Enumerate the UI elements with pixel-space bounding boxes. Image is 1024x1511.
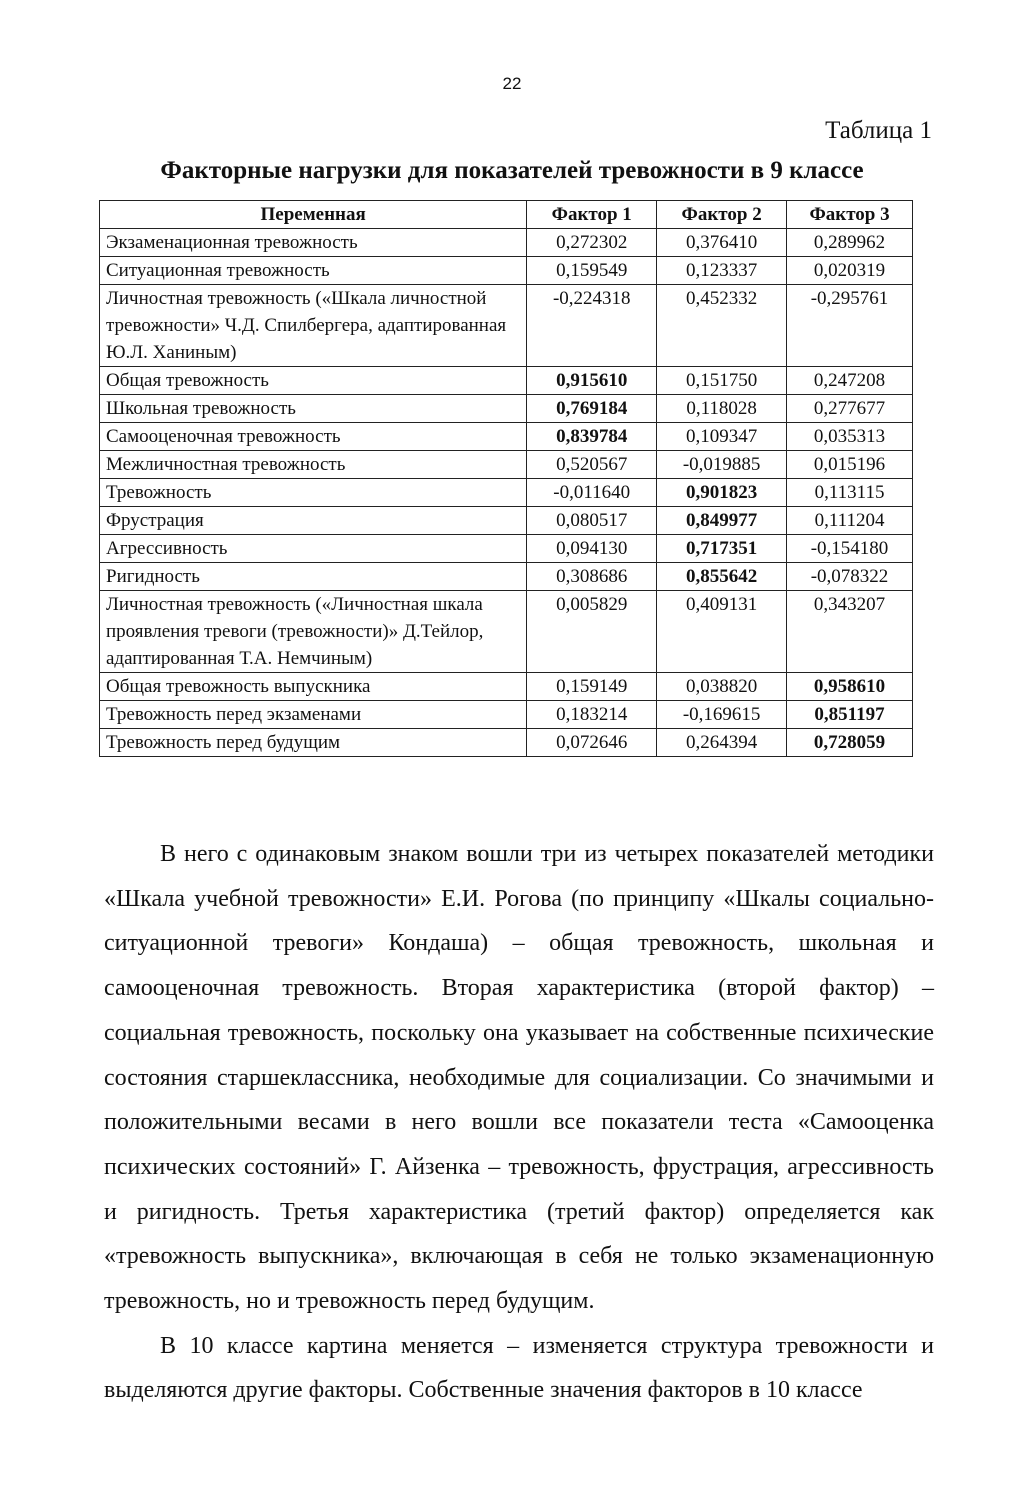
table-header-row: [100, 201, 913, 229]
table-title: Факторные нагрузки для показателей тревожности в 9 классе: [160, 157, 864, 184]
cell-factor-2: 0,717351: [657, 535, 787, 563]
paragraph: В 10 классе картина меняется – изменяется структура тревожности и выделяются другие факторы. Собственные значения факторов в 10 классе: [104, 1332, 934, 1404]
table-row: [100, 229, 913, 257]
cell-factor-2: 0,264394: [657, 729, 787, 757]
cell-factor-1: 0,005829: [527, 591, 657, 673]
table-row: [100, 673, 913, 701]
cell-variable: Ригидность: [100, 563, 527, 591]
cell-variable: Тревожность перед экзаменами: [100, 701, 527, 729]
cell-factor-3: 0,015196: [787, 451, 913, 479]
table-body: [100, 229, 913, 757]
cell-variable: Самооценочная тревожность: [100, 423, 527, 451]
page-number: 22: [502, 74, 522, 93]
cell-factor-3: 0,343207: [787, 591, 913, 673]
cell-variable: Агрессивность: [100, 535, 527, 563]
table-row: [100, 367, 913, 395]
cell-factor-1: 0,183214: [527, 701, 657, 729]
cell-factor-1: 0,159149: [527, 673, 657, 701]
cell-factor-2: 0,151750: [657, 367, 787, 395]
cell-factor-2: 0,376410: [657, 229, 787, 257]
table-row: [100, 563, 913, 591]
paragraph: В него с одинаковым знаком вошли три из четырех показателей методики «Шкала учебной тревожности» Е.И. Рогова (по принципу «Шкалы социально-ситуационной тревоги» Кондаша) – общая тревожность, школьная и самооценочная тревожность. Вторая характеристика (второй фактор) – социальная тревожность, поскольку она указывает на собственные психические состояния старшеклассника, необходимые для социализации. Со значимыми и положительными весами в него вошли все показатели теста «Самооценка психических состояний» Г. Айзенка – тревожность, фрустрация, агрессивность и ригидность. Третья характеристика (третий фактор) определяется как «тревожность выпускника», включающая в себя не только экзаменационную тревожность, но и тревожность перед будущим.: [104, 841, 934, 1315]
cell-factor-2: 0,109347: [657, 423, 787, 451]
table-row: [100, 257, 913, 285]
cell-factor-2: -0,169615: [657, 701, 787, 729]
cell-factor-2: 0,123337: [657, 257, 787, 285]
cell-variable: Личностная тревожность («Личностная шкала проявления тревоги (тревожности)» Д.Тейлор, адаптированная Т.А. Немчиным): [100, 591, 527, 673]
table-row: [100, 285, 913, 367]
table-row: [100, 729, 913, 757]
header-factor-2: Фактор 2: [657, 201, 787, 229]
cell-factor-3: 0,247208: [787, 367, 913, 395]
cell-factor-3: 0,113115: [787, 479, 913, 507]
cell-factor-3: 0,111204: [787, 507, 913, 535]
cell-factor-3: 0,728059: [787, 729, 913, 757]
table-row: [100, 395, 913, 423]
cell-factor-3: -0,295761: [787, 285, 913, 367]
cell-factor-2: -0,019885: [657, 451, 787, 479]
body-text: [104, 832, 934, 1413]
table-row: [100, 423, 913, 451]
header-variable: Переменная: [100, 201, 527, 229]
cell-variable: Фрустрация: [100, 507, 527, 535]
cell-factor-2: 0,855642: [657, 563, 787, 591]
cell-factor-3: 0,958610: [787, 673, 913, 701]
cell-factor-2: 0,849977: [657, 507, 787, 535]
cell-variable: Межличностная тревожность: [100, 451, 527, 479]
table-row: [100, 591, 913, 673]
cell-variable: Общая тревожность: [100, 367, 527, 395]
table-row: [100, 451, 913, 479]
cell-factor-1: -0,011640: [527, 479, 657, 507]
cell-factor-3: 0,851197: [787, 701, 913, 729]
cell-variable: Личностная тревожность («Шкала личностной тревожности» Ч.Д. Спилбергера, адаптированная Ю.Л. Ханиным): [100, 285, 527, 367]
cell-variable: Школьная тревожность: [100, 395, 527, 423]
cell-factor-2: 0,409131: [657, 591, 787, 673]
cell-variable: Тревожность: [100, 479, 527, 507]
cell-factor-1: 0,308686: [527, 563, 657, 591]
header-factor-1: Фактор 1: [527, 201, 657, 229]
cell-factor-1: 0,839784: [527, 423, 657, 451]
cell-factor-1: 0,769184: [527, 395, 657, 423]
cell-factor-1: 0,159549: [527, 257, 657, 285]
cell-factor-2: 0,118028: [657, 395, 787, 423]
cell-factor-2: 0,038820: [657, 673, 787, 701]
cell-factor-1: -0,224318: [527, 285, 657, 367]
cell-factor-1: 0,272302: [527, 229, 657, 257]
cell-factor-1: 0,520567: [527, 451, 657, 479]
cell-variable: Тревожность перед будущим: [100, 729, 527, 757]
cell-factor-3: 0,289962: [787, 229, 913, 257]
cell-factor-1: 0,072646: [527, 729, 657, 757]
cell-factor-1: 0,094130: [527, 535, 657, 563]
cell-variable: Общая тревожность выпускника: [100, 673, 527, 701]
factor-loadings-table: [99, 200, 913, 757]
cell-factor-1: 0,080517: [527, 507, 657, 535]
cell-factor-2: 0,901823: [657, 479, 787, 507]
cell-factor-1: 0,915610: [527, 367, 657, 395]
cell-variable: Ситуационная тревожность: [100, 257, 527, 285]
table-row: [100, 535, 913, 563]
cell-factor-2: 0,452332: [657, 285, 787, 367]
table-row: [100, 507, 913, 535]
cell-factor-3: -0,154180: [787, 535, 913, 563]
cell-factor-3: 0,020319: [787, 257, 913, 285]
table-label: Таблица 1: [825, 117, 932, 144]
table-row: [100, 479, 913, 507]
cell-factor-3: -0,078322: [787, 563, 913, 591]
cell-factor-3: 0,035313: [787, 423, 913, 451]
header-factor-3: Фактор 3: [787, 201, 913, 229]
cell-factor-3: 0,277677: [787, 395, 913, 423]
cell-variable: Экзаменационная тревожность: [100, 229, 527, 257]
table-row: [100, 701, 913, 729]
